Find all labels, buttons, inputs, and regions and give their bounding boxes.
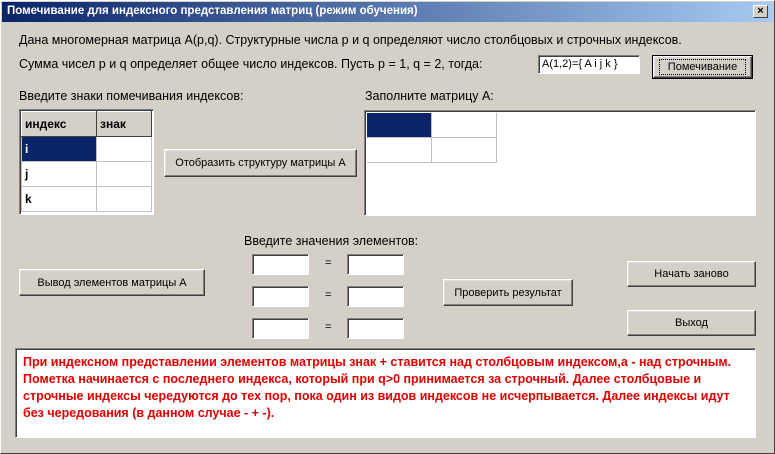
element-left-field-2[interactable] bbox=[252, 286, 309, 307]
exit-button[interactable]: Выход bbox=[627, 310, 756, 336]
signs-table bbox=[21, 111, 152, 212]
intro-line-2: Сумма чисел p и q определяет общее число индексов. Пусть p = 1, q = 2, тогда: bbox=[19, 57, 483, 71]
title-bar[interactable] bbox=[2, 2, 773, 22]
table-row bbox=[22, 137, 152, 162]
sign-cell-k[interactable] bbox=[97, 187, 152, 212]
restart-button[interactable]: Начать заново bbox=[627, 261, 756, 287]
header-index: индекс bbox=[22, 112, 97, 137]
table-row bbox=[22, 187, 152, 212]
mark-button[interactable] bbox=[653, 56, 752, 78]
check-result-button[interactable]: Проверить результат bbox=[443, 279, 573, 306]
table-row bbox=[22, 162, 152, 187]
window-title: Помечивание для индексного представления матриц (режим обучения) bbox=[7, 5, 418, 17]
show-structure-button[interactable]: Отобразить структуру матрицы A bbox=[164, 149, 357, 177]
matrix-cell[interactable] bbox=[432, 138, 497, 163]
sign-cell-i[interactable] bbox=[97, 137, 152, 162]
elements-section-label: Введите значения элементов: bbox=[244, 234, 419, 248]
signs-grid bbox=[19, 109, 154, 215]
close-button[interactable]: × bbox=[753, 5, 768, 18]
equals-sign: = bbox=[325, 257, 332, 269]
index-cell-j[interactable]: j bbox=[22, 162, 97, 187]
sign-cell-j[interactable] bbox=[97, 162, 152, 187]
header-sign: знак bbox=[97, 112, 152, 137]
signs-section-label: Введите знаки помечивания индексов: bbox=[19, 89, 244, 103]
element-right-field-2[interactable] bbox=[347, 286, 404, 307]
message-text: При индексном представлении элементов матрицы знак + ставится над столбцовым индексом,а - над строчным. Пометка начинается с последнего индекса, который при q>0 принимается за строчный. Далее столбцовые и строчные индексы чередуются до тех пор, пока один из видов индексов не исчерпывается. Далее индексы идут без чередования (в данном случае - + -). bbox=[23, 355, 732, 420]
index-cell-i[interactable]: i bbox=[22, 137, 97, 162]
index-cell-k[interactable]: k bbox=[22, 187, 97, 212]
message-box bbox=[15, 348, 756, 438]
equals-sign: = bbox=[325, 289, 332, 301]
matrix-cell[interactable] bbox=[367, 138, 432, 163]
intro-line-1: Дана многомерная матрица A(p,q). Структурные числа p и q определяют число столбцовых и строчных индексов. bbox=[19, 33, 682, 47]
matrix-cell[interactable] bbox=[432, 113, 497, 138]
element-right-field-3[interactable] bbox=[347, 318, 404, 339]
element-left-field-3[interactable] bbox=[252, 318, 309, 339]
matrix-cell[interactable] bbox=[367, 113, 432, 138]
output-elements-button[interactable]: Вывод элементов матрицы A bbox=[19, 269, 205, 296]
matrix-section-label: Заполните матрицу A: bbox=[365, 89, 494, 103]
formula-field[interactable]: A(1,2)={ A i j k } bbox=[538, 55, 640, 74]
element-left-field-1[interactable] bbox=[252, 254, 309, 275]
mark-button-label: Помечивание bbox=[659, 59, 746, 75]
equals-sign: = bbox=[325, 321, 332, 333]
element-right-field-1[interactable] bbox=[347, 254, 404, 275]
matrix-grid bbox=[364, 110, 756, 216]
